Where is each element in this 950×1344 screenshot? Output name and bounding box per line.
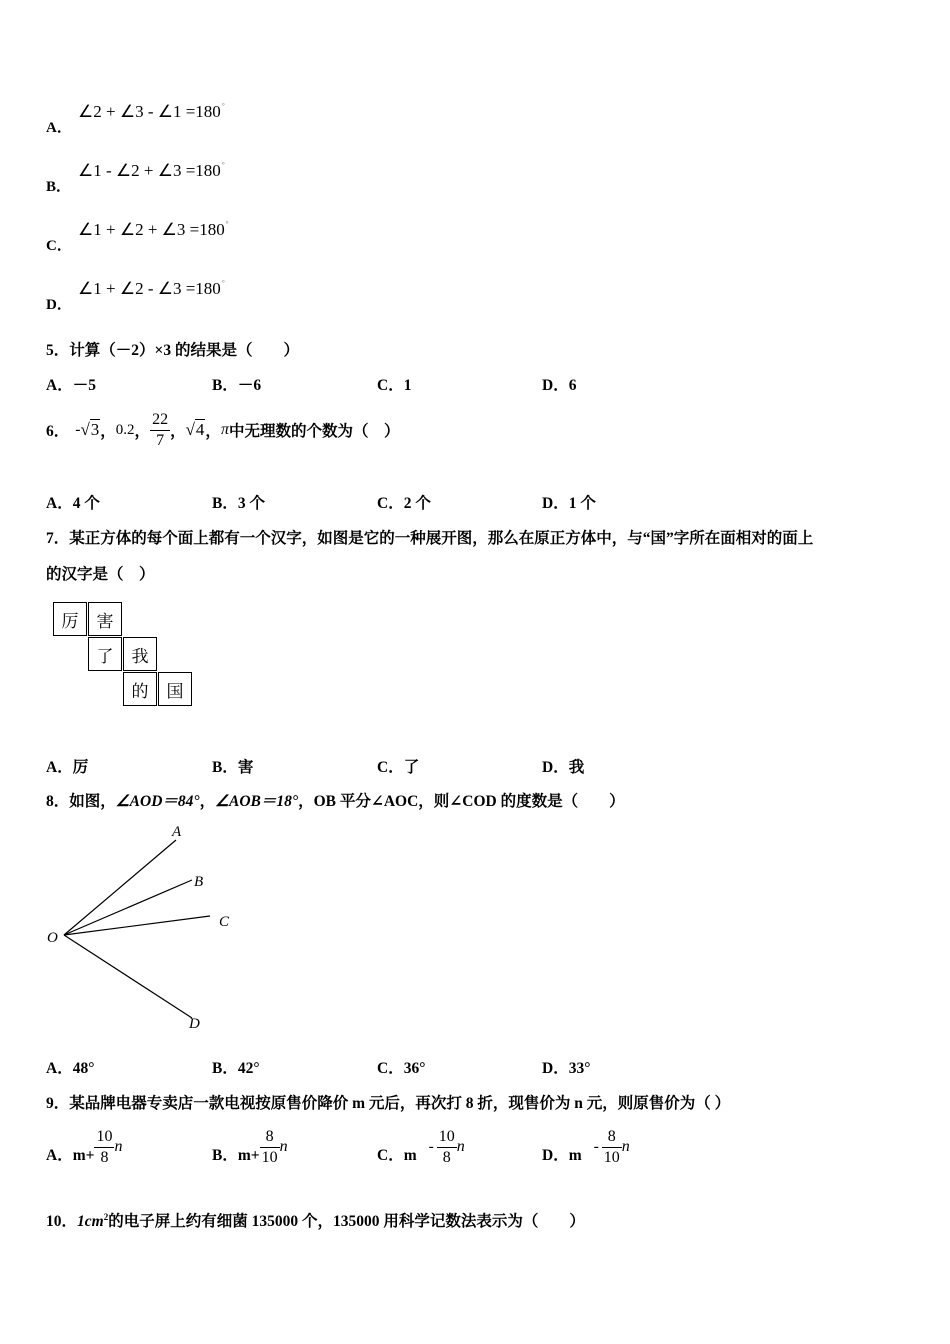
net-cell-2: 害 (88, 602, 122, 636)
q9-stem: 9．某品牌电器专卖店一款电视按原售价降价 m 元后，再次打 8 折，现售价为 n 元，则原售价为（ ） (46, 1095, 731, 1112)
q6-tail: 中无理数的个数为（ ） (228, 423, 400, 440)
q8-option-c[interactable]: C．36° (377, 1060, 426, 1077)
q6-sep2: ， (134, 423, 151, 440)
label-c: C (219, 914, 230, 930)
q5-option-d[interactable]: D．6 (542, 377, 577, 394)
q5-stem: 5．计算（－2）×3 的结果是（ ） (46, 342, 299, 359)
q9-option-d[interactable]: D．m - $\frac{8}{10}$ n (542, 1127, 630, 1166)
label-a: A (172, 824, 182, 840)
q9-option-a[interactable]: A．m+ $\frac{10}{8}$ n (46, 1127, 123, 1166)
net-cell-6: 国 (158, 672, 192, 706)
q8-option-d[interactable]: D．33° (542, 1060, 591, 1077)
q5-option-b[interactable]: B．－6 (212, 377, 262, 394)
q4-option-b-expr: ∠1 - ∠2 + ∠3 =180° (78, 161, 225, 180)
q4-option-c-label: C． (46, 238, 72, 254)
q9-b-fraction: $\frac{8}{10}$ (261, 1127, 278, 1166)
q9-option-b[interactable]: B．m+ $\frac{8}{10}$ n (212, 1127, 288, 1166)
q7-option-d[interactable]: D．我 (542, 759, 585, 776)
ray-oa (64, 840, 176, 935)
q8-option-b[interactable]: B．42° (212, 1060, 260, 1077)
q6-number: 6． (46, 423, 70, 440)
q6-stem (46, 405, 399, 455)
net-cell-3: 了 (88, 637, 122, 671)
q6-sqrt-4: √4 (185, 420, 205, 439)
q10-stem: 10．$1cm^2$的电子屏上约有细菌 135000 个，135000 用科学记数法表示为（ ） (46, 1211, 585, 1230)
q4-option-c-expr: ∠1 + ∠2 + ∠3 =180° (78, 220, 229, 239)
q5-option-a[interactable]: A．－5 (46, 377, 96, 394)
q7-option-b[interactable]: B．害 (212, 759, 254, 776)
q7-stem-line2: 的汉字是（ ） (46, 566, 155, 583)
q6-decimal: 0.2 (115, 421, 135, 438)
q6-frac-num: 22 (150, 410, 170, 431)
q9-option-c[interactable]: C．m - $\frac{10}{8}$ n (377, 1127, 465, 1166)
q6-frac-den: 7 (156, 431, 165, 449)
q6-option-b[interactable]: B．3 个 (212, 495, 265, 512)
q6-option-d[interactable]: D．1 个 (542, 495, 596, 512)
q8-angle-aod: ∠AOD＝84° (115, 793, 200, 810)
q8-stem: 8．如图，∠AOD＝84°，∠AOB＝18°，OB 平分∠AOC，则∠COD 的度数是（ ） (46, 793, 625, 810)
q4-option-d-label: D． (46, 297, 72, 313)
q4-option-d-expr: ∠1 + ∠2 - ∠3 =180° (78, 279, 225, 298)
q6-sep3: ， (170, 423, 186, 440)
net-cell-1: 厉 (53, 602, 87, 636)
q6-minus: - (75, 421, 81, 438)
q4-option-a-label: A． (46, 120, 72, 136)
q8-bisect: OB 平分∠AOC (313, 793, 419, 810)
q6-option-a[interactable]: A．4 个 (46, 495, 100, 512)
angle-diagram (40, 818, 240, 1038)
q7-option-c[interactable]: C．了 (377, 759, 420, 776)
q5-option-c[interactable]: C．1 (377, 377, 412, 394)
q6-sep1: ， (100, 423, 116, 440)
net-cell-4: 我 (123, 637, 157, 671)
net-cell-5: 的 (123, 672, 157, 706)
q10-unit: 1cm (77, 1213, 104, 1230)
label-d: D (189, 1016, 200, 1032)
q4-option-b-label: B． (46, 179, 72, 195)
q6-option-c[interactable]: C．2 个 (377, 495, 431, 512)
q6-sep4: ， (205, 423, 221, 440)
q7-option-a[interactable]: A．厉 (46, 759, 89, 776)
label-b: B (194, 874, 204, 890)
q6-pi: π (220, 421, 229, 438)
q9-c-fraction: $\frac{10}{8}$ (438, 1127, 455, 1166)
label-o: O (47, 930, 58, 946)
q9-d-fraction: $\frac{8}{10}$ (603, 1127, 620, 1166)
q6-sqrt-3: √3 (80, 420, 100, 439)
q8-angle-aob: ∠AOB＝18° (215, 793, 299, 810)
q4-option-a-expr: ∠2 + ∠3 - ∠1 =180° (78, 102, 225, 121)
q9-a-fraction: $\frac{10}{8}$ (96, 1127, 113, 1166)
q7-stem-line1: 7．某正方体的每个面上都有一个汉字，如图是它的一种展开图，那么在原正方体中，与“国”字所在面相对的面上 (46, 530, 814, 547)
ray-od (64, 935, 192, 1018)
q8-option-a[interactable]: A．48° (46, 1060, 95, 1077)
q6-fraction (150, 410, 170, 451)
